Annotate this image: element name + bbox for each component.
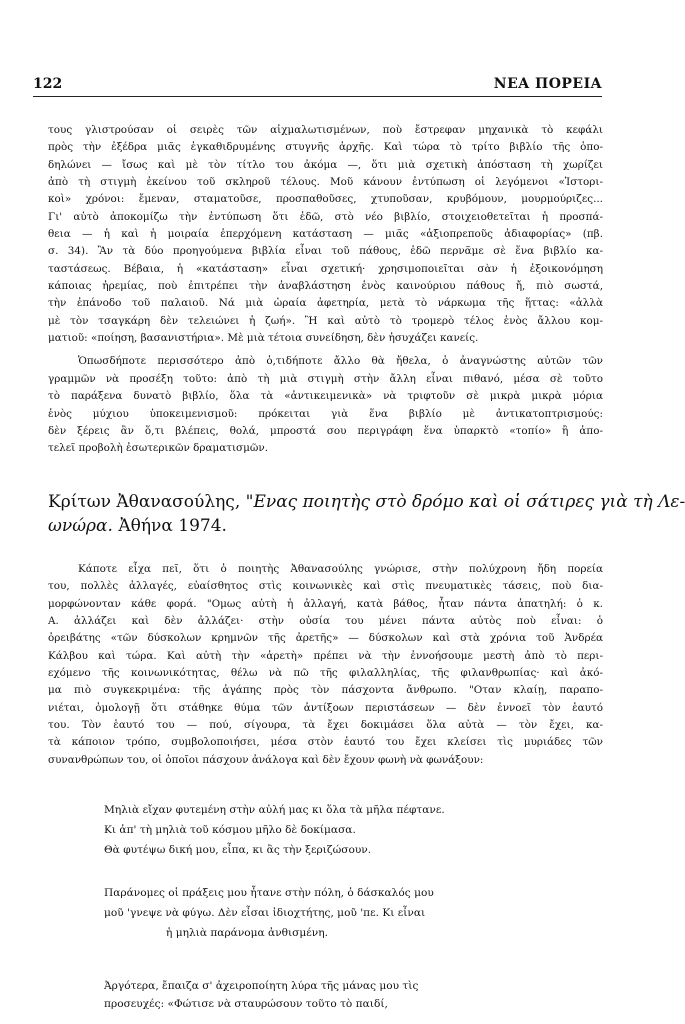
text-line: τὰ κάποιον τρόπο, συμβολοποιήσει, μέσα στὸν ἑαυτό του ἔχει κλείσει τὶς μυριάδες τῶν: [48, 736, 603, 749]
running-title: ΝΕΑ ΠΟΡΕΙΑ: [493, 76, 602, 92]
text-line: δηλώνει — ἴσως καὶ μὲ τὸν τίτλο του ἀκόμα —, ὅτι μιὰ σχετικὴ ἀπόσταση τὴ χωρίζει: [48, 158, 603, 171]
poem-line: μοῦ 'γνεψε νὰ φύγω. Δὲν εἶσαι ἰδιοχτήτης, μοῦ 'πε. Κι εἶναι: [104, 907, 426, 919]
text-line: μορφώνονταν κάθε φορά. "Ομως αὐτὴ ἡ ἀλλαγή, κατὰ βάθος, ἦταν πάντα ἀπατηλή: ὁ κ.: [48, 597, 603, 610]
text-line: Ὁπωσδήποτε περισσότερο ἀπὸ ὁ,τιδήποτε ἄλλο θὰ ἤθελα, ὁ ἀναγνώστης αὐτῶν τῶν: [78, 355, 603, 368]
text-line: του. Τὸν ἑαυτό του — πού, σίγουρα, τὰ ἔχει δοκιμάσει ὅλα αὐτὰ — τὸν ἔχει, κα-: [48, 719, 603, 732]
text-line: νιέται, ὁμολογῇ ὅτι στάθηκε θύμα τῶν ἀντίξοων περιστάσεων — δὲν ἐννοεῖ τὸν ἑαυτό: [48, 701, 603, 714]
text-line: πρὸς τὴν ἐξέδρα μιᾶς ἐγκαθιδρυμένης στυγνῆς ἀρχῆς. Καὶ τώρα τὸ τρίτο βιβλίο τῆς ὁπο-: [48, 141, 603, 154]
text-line: ἀπὸ τὴ στιγμὴ ἐκείνου τοῦ σκληροῦ τέλους. Μοῦ κάνουν ἐντύπωση οἱ λεγόμενοι «Ἱστορι-: [48, 176, 603, 189]
text-line: γραμμῶν νὰ προσέξη τοῦτο: ἀπὸ τὴ μιὰ στιγμὴ στὴν ἄλλη εἶναι πιθανό, μέσα σὲ τοῦτο: [48, 372, 603, 385]
essay-continuation: [48, 122, 603, 458]
review-book-title-end: ωνώρα.: [48, 516, 113, 536]
poem-stanza-3: [104, 977, 603, 1013]
header-rule: [33, 96, 602, 97]
review-body: [48, 561, 603, 769]
text-line: εχόμενο τῆς κοινωνικότητας, θέλω νὰ πῶ τῆς φιλαλληλίας, τῆς φιλανθρωπίας· καὶ ἀκό-: [48, 667, 603, 680]
text-line: συνανθρώπων του, οἱ ὁποῖοι πάσχουν ἀνάλογα καὶ δὲν ἔχουν φωνὴ νὰ φωνάξουν:: [48, 753, 484, 766]
poem-line: ἡ μηλιὰ παράνομα ἀνθισμένη.: [166, 927, 328, 939]
text-line: δὲν ξέρεις ἂν ὅ,τι βλέπεις, θολά, μπροστά σου περιγράφη ἕνα ὑπαρκτὸ «τοπίο» ἢ ἀπο-: [48, 424, 603, 437]
text-line: τους γλιστρούσαν οἱ σειρὲς τῶν αἰχμαλωτισμένων, ποὺ ἔστρεφαν μηχανικὰ τὸ κεφάλι: [48, 124, 603, 136]
poem-line: Θὰ φυτέψω δική μου, εἶπα, κι ἂς τὴν ξεριζώσουν.: [104, 844, 372, 856]
review-heading: [48, 490, 685, 538]
text-line: κάποιας ἠρεμίας, ποὺ ἐπιτρέπει τὴν ἀναβλάστηση ἑνὸς καινούριου πάθους ἤ, πιὸ σωστά,: [48, 280, 603, 293]
text-line: σ. 34). Ἂν τὰ δύο προηγούμενα βιβλία εἶναι τοῦ πάθους, ἐδῶ περνᾶμε σὲ ἕνα βιβλίο κα-: [48, 245, 603, 258]
text-line: Κάλβου καὶ τώρα. Καὶ αὐτὴ τὴν «ἀρετὴ» πρέπει νὰ τὴν ἐννοήσουμε μεστὴ ἀπὸ τὸ περι-: [48, 649, 603, 662]
review-author: Κρίτων Ἀθανασούλης,: [48, 492, 241, 512]
text-line: Κάποτε εἶχα πεῖ, ὅτι ὁ ποιητὴς Ἀθανασούλης γνώρισε, στὴν πολύχρονη ἤδη πορεία: [78, 563, 603, 575]
poem-line: Μηλιὰ εἴχαν φυτεμένη στὴν αὐλή μας κι ὅλα τὰ μῆλα πέφτανε.: [104, 804, 445, 816]
poem-line: προσευχές: «Φώτισε νὰ σταυρώσουν τοῦτο τὸ παιδί,: [104, 998, 388, 1010]
review-book-title: "Ενας ποιητὴς στὸ δρόμο καὶ οἱ σάτιρες γιὰ τὴ Λε-: [245, 492, 685, 512]
text-line: ματιοῦ: «ποίηση, βασανιστήρια». Μὲ μιὰ τέτοια συνείδηση, δὲν ἡσυχάζει κανείς.: [48, 332, 479, 345]
poem-stanza-1: [104, 800, 603, 860]
poem-line: Παράνομες οἱ πράξεις μου ἦτανε στὴν πόλη, ὁ δάσκαλός μου: [104, 887, 434, 899]
text-line: ἑνὸς μύχιου ὑποκειμενισμοῦ: πρόκειται γιὰ ἕνα βιβλίο μὲ ἀντικατοπτρισμούς:: [48, 407, 603, 420]
text-line: Α. ἀλλάζει καὶ δὲν ἀλλάζει· στὴν οὐσία του μένει πάντα αὐτὸς ποὺ εἶναι: ὁ: [48, 615, 603, 628]
review-place-year: Ἀθήνα 1974.: [118, 516, 227, 536]
text-line: ταστάσεως. Βέβαια, ἡ «κατάσταση» εἶναι σχετική· χρησιμοποιεῖται σὰν ἡ ἐξοικονόμηση: [48, 262, 603, 275]
text-line: τὸ παράξενα δυνατὸ βιβλίο, ὅλα τὰ «ἀντικειμενικὰ» νὰ τριφτοῦν σὲ μικρὰ μικρὰ μόρια: [48, 390, 603, 403]
text-line: ὀρειβάτης «τῶν δύσκολων κρημνῶν τῆς ἀρετῆς» — δύσκολων καὶ στὰ χρόνια τοῦ Ἀνδρέα: [48, 632, 603, 645]
text-line: τελεῖ προβολὴ ἐσωτερικῶν δραματισμῶν.: [48, 442, 268, 455]
text-line: κοὶ» χρόνοι: ἔμεναν, σταματοῦσε, προσπαθοῦσες, χτυποῦσαν, κρυβόμουν, μουρμούριζες...: [48, 193, 603, 206]
text-line: Γι' αὐτὸ ἀποκομίζω τὴν ἐντύπωση ὅτι ἐδῶ, στὸ νέο βιβλίο, στοιχειοθετεῖται ἡ προσπά-: [48, 210, 603, 223]
text-line: τὴν ἐπάνοδο τοῦ παλαιοῦ. Νά μιὰ ὡραία ἀφετηρία, μετὰ τὸ νάρκωμα τῆς ἥττας: «ἀλλὰ: [48, 297, 603, 310]
text-line: μὲ τὸν τσαγκάρη δὲν τελειώνει ἡ ζωή». Ἢ καὶ αὐτὸ τὸ τρομερὸ τέλος ἑνὸς ἄλλου κομ-: [48, 314, 603, 327]
text-line: θεια — ἡ καὶ ἡ μοιραία ἐπερχόμενη κατάσταση — μιᾶς «ἀξιοπρεποῦς ἀδιαφορίας» (πβ.: [48, 228, 603, 241]
poem-line: Κι ἀπ' τὴ μηλιὰ τοῦ κόσμου μῆλο δὲ δοκίμασα.: [104, 824, 356, 836]
text-line: του, πολλὲς ἀλλαγές, εὐαίσθητος στὶς κοινωνικὲς καὶ στὶς πνευματικὲς τάσεις, ποὺ δια-: [48, 580, 603, 593]
page-number: 122: [33, 76, 63, 92]
poem-line: Ἀργότερα, ἔπαιζα σ' ἀχειροποίητη λύρα τῆς μάνας μου τὶς: [104, 980, 419, 992]
page-header: [33, 76, 602, 98]
text-line: μα πιὸ συγκεκριμένα: τῆς ἀγάπης πρὸς τὸν πάσχοντα ἄνθρωπο. "Οταν κλαίῃ, παραπο-: [48, 684, 603, 697]
poem-stanza-2: [104, 883, 603, 943]
